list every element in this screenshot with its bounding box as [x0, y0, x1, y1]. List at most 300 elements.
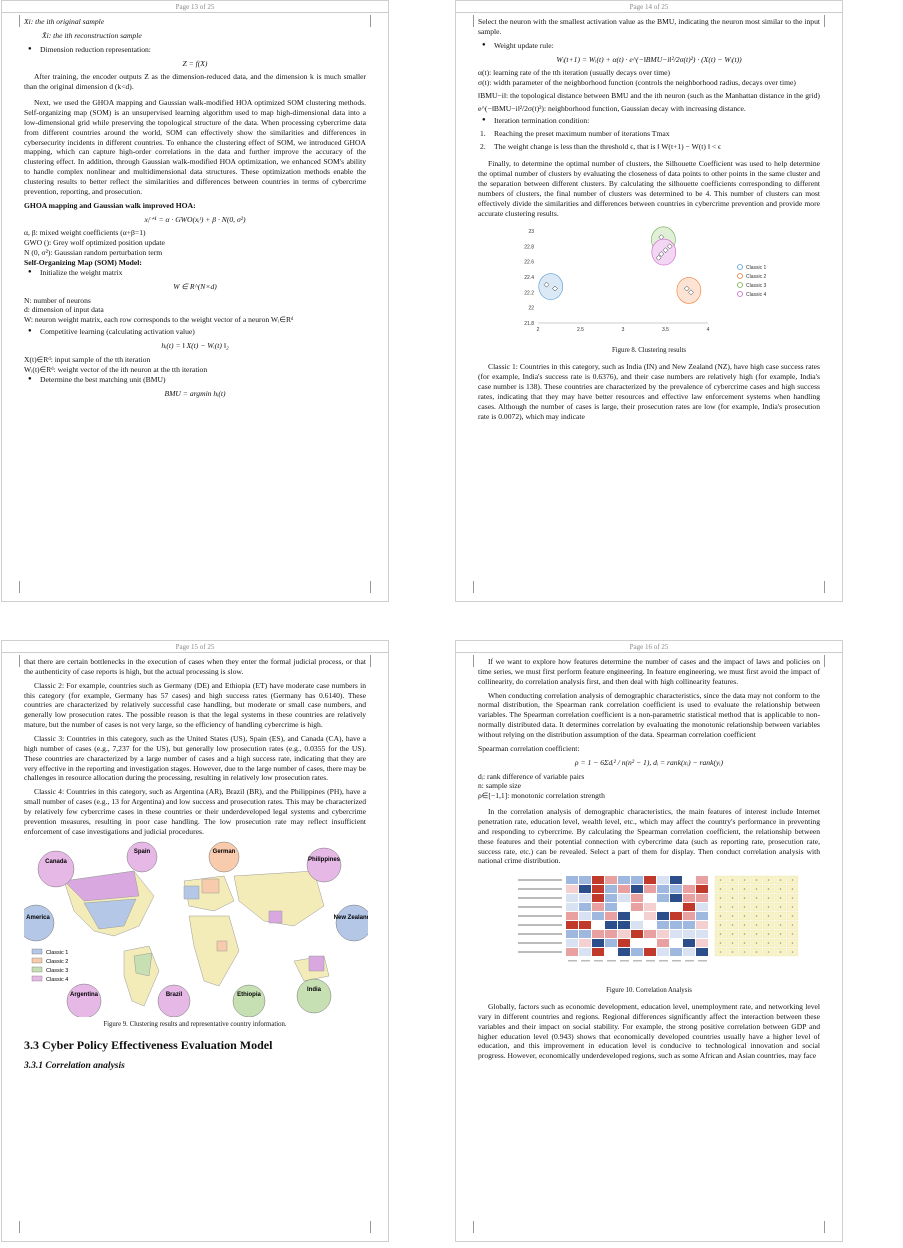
section-heading: 3.3 Cyber Policy Effectiveness Evaluation Model: [24, 1038, 273, 1053]
heatmap-cell: [605, 876, 617, 884]
definition: α(t): learning rate of the tth iteration (usually decays over time): [478, 68, 671, 78]
col-label-placeholder: [620, 960, 629, 962]
numbered-text: The weight change is less than the threshold ϵ, that is ‖ W(t+1) − W(t) ‖ < ϵ: [494, 141, 722, 151]
equation: ρ = 1 − 6Σdᵢ² / n(n² − 1), dᵢ = rank(xᵢ) − rank(yᵢ): [574, 757, 724, 767]
equation: W ∈ R^(N×d): [173, 281, 217, 291]
heatmap-cell: [657, 930, 669, 938]
heatmap-cell: [579, 948, 591, 956]
page-content: [24, 657, 366, 1076]
correlation-heatmap: [478, 870, 822, 982]
equation: BMU = argmin hᵢ(t): [164, 388, 226, 398]
heatmap-dot: [732, 907, 734, 909]
paragraph: Select the neuron with the smallest activation value as the BMU, indicating the neuron most similar to the input sample.: [478, 17, 820, 36]
page-header: Page 14 of 25: [629, 3, 669, 11]
col-label-placeholder: [568, 960, 577, 962]
definition: ‖BMU−i‖: the topological distance between BMU and the ith neuron (such as the Manhattan distance in the grid): [478, 91, 820, 101]
heatmap-cell: [592, 939, 604, 947]
heatmap-cell: [566, 894, 578, 902]
heatmap-cell: [696, 948, 708, 956]
bullet: ● Weight update rule:: [478, 41, 820, 51]
col-label-placeholder: [698, 960, 707, 962]
heatmap-cell: [644, 876, 656, 884]
heatmap-cell: [683, 903, 695, 911]
heatmap-cell: [605, 930, 617, 938]
heatmap-cell: [566, 903, 578, 911]
row-label-placeholder: [518, 897, 562, 899]
crop-mark: [8, 1221, 20, 1233]
heatmap-dot: [744, 934, 746, 936]
heatmap-cell: [618, 948, 630, 956]
definition: ρ∈[−1,1]: monotonic correlation strength: [478, 791, 605, 801]
col-label-placeholder: [672, 960, 681, 962]
heatmap-cell: [631, 939, 643, 947]
legend-label: Classic 1: [46, 949, 69, 956]
heatmap-cell: [657, 894, 669, 902]
header-line: [456, 652, 842, 653]
heatmap-cell: [631, 948, 643, 956]
bullet: ● Iteration termination condition:: [478, 116, 820, 126]
heatmap-cell: [618, 903, 630, 911]
heatmap-cell: [696, 930, 708, 938]
x-tick-label: 2.5: [577, 326, 584, 333]
heatmap-cell: [618, 885, 630, 893]
legend-label: Classic 1: [746, 264, 767, 271]
heatmap-cell: [696, 885, 708, 893]
heatmap-cell: [683, 948, 695, 956]
figure-caption: Figure 8. Clustering results: [611, 347, 686, 355]
legend-label: Classic 3: [46, 967, 69, 974]
heatmap-cell: [605, 912, 617, 920]
heatmap-dot: [792, 889, 794, 891]
heatmap-cell: [592, 948, 604, 956]
paragraph: If we want to explore how features determine the number of cases and the impact of laws and policies on time series, we must first perform feature engineering. In feature engineering, we must first avoid the impact of collinearity, do correlation analysis first, and then deal with high collinearity features.: [478, 657, 820, 686]
heatmap-dot: [744, 952, 746, 954]
legend-marker: [738, 264, 743, 269]
crop-mark: [462, 1221, 474, 1233]
heatmap-cell: [631, 876, 643, 884]
definition: W: neuron weight matrix, each row corresponds to the weight vector of a neuron Wᵢ∈Rᵈ: [24, 315, 294, 325]
heatmap-cell: [605, 903, 617, 911]
heatmap-cell: [579, 921, 591, 929]
crop-mark: [824, 581, 836, 593]
heatmap-dot: [732, 916, 734, 918]
map-label: New Zealand: [333, 914, 368, 921]
heatmap-cell: [670, 894, 682, 902]
heatmap-cell: [618, 930, 630, 938]
y-tick-label: 22: [528, 305, 534, 312]
heatmap-cell: [657, 876, 669, 884]
page-header: Page 13 of 25: [175, 3, 215, 11]
heatmap-dot: [792, 907, 794, 909]
heatmap-cell: [670, 948, 682, 956]
heatmap-cell: [618, 921, 630, 929]
crop-mark: [824, 15, 836, 27]
x-tick-label: 2: [536, 326, 540, 333]
heatmap-cell: [618, 876, 630, 884]
map-label: Canada: [45, 858, 67, 865]
heatmap-dot: [768, 925, 770, 927]
heatmap-dot: [756, 907, 758, 909]
heatmap-dot: [768, 934, 770, 936]
heatmap-cell: [644, 912, 656, 920]
header-line: [2, 652, 388, 653]
heatmap-cell: [670, 885, 682, 893]
heatmap-dot: [720, 916, 722, 918]
heatmap-dot: [792, 952, 794, 954]
heatmap-dot: [780, 889, 782, 891]
heatmap-cell: [696, 921, 708, 929]
crop-mark: [462, 655, 474, 667]
equation: xᵢᵗ⁺¹ = α · GWO(xᵢᵗ) + β · N(0, σ²): [144, 214, 246, 224]
heatmap-cell: [579, 912, 591, 920]
heatmap-cell: [657, 885, 669, 893]
equation: hᵢ(t) = ‖ X(t) − Wᵢ(t) ‖₂: [161, 341, 229, 351]
heatmap-dot: [792, 898, 794, 900]
heatmap-dot: [720, 925, 722, 927]
heatmap-cell: [670, 912, 682, 920]
heatmap-dot: [768, 916, 770, 918]
map-label: Philippines: [307, 856, 341, 863]
heatmap-cell: [696, 876, 708, 884]
heatmap-dot: [744, 889, 746, 891]
heatmap-cell: [657, 948, 669, 956]
definition: X(t)∈Rᵈ: input sample of the tth iteration: [24, 354, 151, 364]
legend-label: Classic 4: [46, 976, 69, 983]
heatmap-dot: [780, 898, 782, 900]
heatmap-dot: [792, 925, 794, 927]
heatmap-cell: [605, 921, 617, 929]
row-label-placeholder: [518, 879, 562, 881]
heatmap-cell: [644, 921, 656, 929]
heatmap-cell: [566, 912, 578, 920]
heatmap-cell: [605, 894, 617, 902]
definition: Wᵢ(t)∈Rᵈ: weight vector of the ith neuron at the tth iteration: [24, 364, 208, 374]
definition: dᵢ: rank difference of variable pairs: [478, 771, 585, 781]
crop-mark: [462, 581, 474, 593]
page-content: [478, 657, 820, 1065]
heatmap-dot: [744, 943, 746, 945]
heatmap-dot: [732, 889, 734, 891]
page-content: [24, 17, 366, 402]
definition: N (0, σ²): Gaussian random perturbation term: [24, 248, 163, 258]
heatmap-cell: [566, 885, 578, 893]
y-tick-label: 23: [528, 228, 534, 235]
heatmap-dot: [780, 916, 782, 918]
figure-caption: Figure 9. Clustering results and representative country information.: [103, 1021, 287, 1029]
paragraph: Classic 1: Countries in this category, such as India (IN) and New Zealand (NZ), have high case success rates (for example, India's success rate is 0.6376), and their case numbers are relatively high (for example, India's case number is 138). These countries are characterized by the prevalence of cybercrime cases and high success rates, indicating that they may have better resources and effective law enforcement systems when handling cases. Although the number of cases is large, their prosecution rates are low (for example, India's prosecution rate is 0.0072), which may indicate: [478, 362, 820, 421]
world-map-figure: [24, 841, 368, 1017]
y-tick-label: 22.4: [524, 274, 534, 281]
heatmap-dot: [720, 934, 722, 936]
numbered-item: 1. Reaching the preset maximum number of iterations Tmax: [480, 128, 670, 138]
col-label-placeholder: [659, 960, 668, 962]
heatmap-dot: [756, 943, 758, 945]
col-label-placeholder: [633, 960, 642, 962]
equation: Wᵢ(t+1) = Wᵢ(t) + α(t) · e^(−‖BMU−i‖²/2σ(t)²) · (X(t) − Wᵢ(t)): [556, 54, 742, 64]
heatmap-cell: [683, 921, 695, 929]
header-line: [456, 12, 842, 13]
heatmap-dot: [720, 880, 722, 882]
map-label: Brazil: [165, 991, 183, 998]
heatmap-dot: [744, 880, 746, 882]
heatmap-cell: [644, 930, 656, 938]
equation: Z = f(X): [182, 58, 208, 68]
heatmap-dot: [732, 934, 734, 936]
heatmap-cell: [566, 921, 578, 929]
heatmap-cell: [683, 930, 695, 938]
col-label-placeholder: [607, 960, 616, 962]
subheading: Self-Organizing Map (SOM) Model:: [24, 258, 142, 268]
row-label-placeholder: [518, 933, 562, 935]
x-tick-label: 3: [621, 326, 625, 333]
heatmap-cell: [631, 903, 643, 911]
col-label-placeholder: [581, 960, 590, 962]
heatmap-dot: [780, 943, 782, 945]
heatmap-cell: [683, 939, 695, 947]
paragraph: that there are certain bottlenecks in the execution of cases when they enter the formal judicial process, or that the authenticity of case reports is high, but the actual processing is slow.: [24, 657, 366, 676]
col-label-placeholder: [594, 960, 603, 962]
heatmap-dot: [792, 943, 794, 945]
crop-mark: [8, 655, 20, 667]
crop-mark: [370, 655, 382, 667]
heatmap-dot: [780, 934, 782, 936]
heatmap-cell: [566, 939, 578, 947]
map-label: Spain: [133, 848, 151, 855]
heatmap-dot: [780, 907, 782, 909]
heatmap-cell: [618, 894, 630, 902]
heatmap-dot: [744, 925, 746, 927]
heatmap-cell: [579, 930, 591, 938]
y-tick-label: 21.8: [524, 320, 534, 327]
page-13: [1, 0, 389, 602]
heatmap-dot: [768, 880, 770, 882]
heatmap-cell: [644, 894, 656, 902]
page-header: Page 16 of 25: [629, 643, 669, 651]
legend-marker: [738, 282, 743, 287]
heatmap-dot: [768, 907, 770, 909]
map-label: Ethiopia: [237, 991, 261, 998]
heatmap-cell: [696, 903, 708, 911]
heatmap-cell: [631, 930, 643, 938]
heatmap-cell: [631, 921, 643, 929]
heatmap-dot: [756, 889, 758, 891]
heatmap-dot: [756, 898, 758, 900]
crop-mark: [8, 581, 20, 593]
heatmap-cell: [605, 948, 617, 956]
paragraph: Classic 3: Countries in this category, such as the United States (US), Spain (ES), and Canada (CA), have a high number of cases (e.g., 7,237 for the US), but generally low prosecution rates (e.g., 0.0355 for the US). These countries are characterized by a large number of cases and a high success rate, indicating that they are very effective in the reporting and investigation stages. However, due to the large number of cases, there may be challenges in resource allocation during the processing, resulting in relatively low prosecution rates.: [24, 734, 366, 783]
heatmap-cell: [670, 939, 682, 947]
heatmap-cell: [592, 921, 604, 929]
definition: GWO (): Grey wolf optimized position update: [24, 238, 165, 248]
heatmap-cell: [579, 903, 591, 911]
heatmap-cell: [592, 930, 604, 938]
definition: n: sample size: [478, 781, 522, 791]
paragraph: Globally, factors such as economic development, education level, unemployment rate, and networking level vary in different countries and regions. Regional differences significantly affect the interaction between these variables and their impact on social stability. For example, the strong positive correlation between GDP and higher education level (0.943) shows that economically developed countries usually have a higher level of education, and this improvement in education level is conducive to technological innovation and social progress. However, economically underdeveloped regions, such as some African and Asian countries, may face: [478, 1002, 820, 1061]
heatmap-cell: [670, 921, 682, 929]
heatmap-cell: [605, 885, 617, 893]
heatmap-cell: [670, 903, 682, 911]
page-header: Page 15 of 25: [175, 643, 215, 651]
map-label: India: [306, 986, 322, 993]
paragraph: Classic 2: For example, countries such as Germany (DE) and Ethiopia (ET) have moderate case numbers in this category (for example, Germany has 57 cases) and high success rates (Germany has 0.6140). These countries are characterized by relatively successful case handling, but moderate or small case numbers, and generally low prosecution rates. The possible reason is that the legal systems in these countries are relatively mature, but the number of cases is not very large, so the efficiency of handling cybercrime is high.: [24, 680, 366, 730]
bullet: ● Determine the best matching unit (BMU): [24, 375, 366, 385]
header-line: [2, 12, 388, 13]
paragraph: Next, we used the GHOA mapping and Gaussian walk-modified HOA optimized SOM clustering methods. Self-organizing map (SOM) is an unsupervised learning algorithm used to map high-dimensional data into a low-dimensional grid while preserving the topological structure of the data. When processing cybercrime data from different countries around the world, SOM can effectively show the similarities and differences in cybersecurity incidents in different countries. To enhance the clustering effect of SOM, we introduced GHOA mapping, which can capture high-order correlations in the data and further improve the accuracy of the clustering effect. In addition, through Gaussian walk-modified HOA optimization, we enhanced SOM's ability to handle complex nonlinear and multidimensional data structures. These optimization methods enable the clustering results to better reflect the similarities and differences between countries in terms of cybercrime prevention, reporting, and prosecution.: [24, 98, 366, 196]
heatmap-dot: [732, 898, 734, 900]
heatmap-dot: [756, 880, 758, 882]
paragraph: Finally, to determine the optimal number of clusters, the Silhouette Coefficient was used to help determine the optimal number of clusters by evaluating the closeness of data points to other points in the same cluster and the separation between different clusters. By calculating the silhouette coefficients corresponding to different numbers of clusters, the final number of clusters was determined to be 4. This number of clusters can most effectively divide the similarities and differences between countries in cybercrime prevention and provide more accurate clustering results.: [478, 159, 820, 218]
map-label: Argentina: [69, 991, 99, 998]
heatmap-cell: [657, 939, 669, 947]
heatmap-dot: [720, 889, 722, 891]
heatmap-dot: [744, 898, 746, 900]
heatmap-cell: [618, 912, 630, 920]
heatmap-cell: [657, 912, 669, 920]
row-label-placeholder: [518, 951, 562, 953]
page-16: [455, 640, 843, 1242]
legend-marker: [738, 291, 743, 296]
heatmap-cell: [592, 912, 604, 920]
heatmap-cell: [592, 903, 604, 911]
legend-label: Classic 3: [746, 282, 767, 289]
heatmap-cell: [631, 912, 643, 920]
heatmap-dot: [756, 934, 758, 936]
heatmap-dot: [768, 943, 770, 945]
col-label-placeholder: [685, 960, 694, 962]
y-tick-label: 22.8: [524, 243, 534, 250]
heatmap-cell: [683, 876, 695, 884]
crop-mark: [8, 15, 20, 27]
heatmap-dot: [792, 934, 794, 936]
page-content: [478, 17, 820, 425]
heatmap-cell: [631, 894, 643, 902]
row-label-placeholder: [518, 915, 562, 917]
cluster-ellipse: [652, 239, 676, 265]
definition: e^(−‖BMU−i‖²/2σ(t)²): neighborhood function, Gaussian decay with increasing distance.: [478, 104, 746, 114]
heatmap-dot: [792, 916, 794, 918]
definition: N: number of neurons: [24, 295, 91, 305]
col-label-placeholder: [646, 960, 655, 962]
heatmap-dot: [744, 907, 746, 909]
heatmap-dot: [744, 916, 746, 918]
heatmap-cell: [683, 894, 695, 902]
y-tick-label: 22.2: [524, 289, 534, 296]
numbered-text: Reaching the preset maximum number of iterations Tmax: [494, 128, 670, 138]
heatmap-cell: [644, 903, 656, 911]
heatmap-cell: [579, 894, 591, 902]
bullet: ● Initialize the weight matrix: [24, 268, 366, 278]
definition: α, β: mixed weight coefficients (α+β=1): [24, 228, 146, 238]
definition: Xi: the ith original sample: [24, 17, 105, 26]
row-label-placeholder: [518, 924, 562, 926]
page-15: [1, 640, 389, 1242]
paragraph: In the correlation analysis of demographic characteristics, the main features of interest include Internet penetration rate, education level, wealth level, etc., which may affect the country's performance in preventing and responding to cybercrime. By calculating the Spearman correlation coefficient, the relationship between these features and their potential connection with cybercrime data (such as reporting rate, prosecution rate, success rate, etc.) can be revealed. Select a part of them for display. Then conduct correlation analysis with national crime distribution.: [478, 807, 820, 866]
legend-label: Classic 4: [746, 291, 767, 298]
map-label: America: [26, 914, 50, 921]
heatmap-cell: [657, 903, 669, 911]
heatmap-dot: [756, 916, 758, 918]
heatmap-dot: [732, 880, 734, 882]
heatmap-dot: [780, 925, 782, 927]
heatmap-cell: [696, 912, 708, 920]
heatmap-cell: [592, 885, 604, 893]
definition: d: dimension of input data: [24, 305, 104, 315]
heatmap-dot: [720, 943, 722, 945]
x-tick-label: 4: [706, 326, 710, 333]
heatmap-cell: [592, 876, 604, 884]
crop-mark: [370, 1221, 382, 1233]
heatmap-dot: [768, 889, 770, 891]
crop-mark: [370, 581, 382, 593]
heatmap-dot: [756, 925, 758, 927]
row-label-placeholder: [518, 906, 562, 908]
heatmap-dot: [780, 952, 782, 954]
heatmap-dot: [756, 952, 758, 954]
heatmap-cell: [644, 939, 656, 947]
x-tick-label: 3.5: [662, 326, 669, 333]
paragraph: Spearman correlation coefficient:: [478, 743, 580, 753]
heatmap-cell: [696, 894, 708, 902]
legend-label: Classic 2: [46, 958, 69, 965]
definition: X̂i: the ith reconstruction sample: [42, 30, 142, 40]
cluster-ellipse: [677, 277, 701, 303]
bullet: ● Dimension reduction representation:: [24, 45, 366, 55]
paragraph: Classic 4: Countries in this category, such as Argentina (AR), Brazil (BR), and the Philippines (PH), have a small number of cases (e.g., 13 for Argentina) and low success and prosecution rates. This may be characterized by relatively few cybercrime cases in these countries or their underdeveloped legal systems and cybercrime prevention measures, resulting in poor case handling. The low prosecution rate may reflect insufficient enforcement of case investigations and judicial procedures.: [24, 787, 366, 836]
map-label: German: [212, 848, 236, 855]
heatmap-cell: [618, 939, 630, 947]
heatmap-cell: [592, 894, 604, 902]
heatmap-dot: [780, 880, 782, 882]
heatmap-cell: [579, 939, 591, 947]
heatmap-cell: [579, 885, 591, 893]
page-14: [455, 0, 843, 602]
numbered-item: 2. The weight change is less than the threshold ϵ, that is ‖ W(t+1) − W(t) ‖ < ϵ: [480, 141, 722, 151]
heatmap-dot: [732, 943, 734, 945]
heatmap-cell: [644, 948, 656, 956]
heatmap-cell: [579, 876, 591, 884]
cluster-ellipse: [539, 273, 563, 299]
heatmap-cell: [670, 930, 682, 938]
heatmap-cell: [605, 939, 617, 947]
subsection-heading: 3.3.1 Correlation analysis: [24, 1060, 125, 1071]
heatmap-cell: [657, 921, 669, 929]
row-label-placeholder: [518, 942, 562, 944]
heatmap-cell: [566, 948, 578, 956]
heatmap-cell: [566, 930, 578, 938]
row-label-placeholder: [518, 888, 562, 890]
subheading: GHOA mapping and Gaussian walk improved HOA:: [24, 200, 196, 210]
definition: σ(t): width parameter of the neighborhood function (controls the neighborhood radius, decays over time): [478, 78, 796, 88]
paragraph: When conducting correlation analysis of demographic characteristics, since the data may not conform to the normal distribution, the Spearman rank correlation coefficient is used to evaluate the relationship between variables. The Spearman correlation coefficient is a non-parametric statistical method that is applicable to non-normally distributed data. It determines correlation by evaluating the monotonic relationship between variables without relying on the distribution assumption of the data. Spearman correlation coefficient: [478, 690, 820, 740]
bullet: ● Competitive learning (calculating activation value): [24, 327, 366, 337]
crop-mark: [824, 655, 836, 667]
crop-mark: [824, 1221, 836, 1233]
heatmap-cell: [670, 876, 682, 884]
heatmap-cell: [644, 885, 656, 893]
clustering-scatter-chart: [478, 223, 822, 343]
heatmap-dot: [732, 925, 734, 927]
heatmap-dot: [768, 952, 770, 954]
heatmap-cell: [566, 876, 578, 884]
y-tick-label: 22.6: [524, 259, 534, 266]
heatmap-dot: [720, 907, 722, 909]
legend-label: Classic 2: [746, 273, 767, 280]
figure-caption: Figure 10. Correlation Analysis: [606, 987, 692, 995]
heatmap-dot: [720, 898, 722, 900]
heatmap-cell: [683, 885, 695, 893]
heatmap-dot: [732, 952, 734, 954]
heatmap-dot: [720, 952, 722, 954]
